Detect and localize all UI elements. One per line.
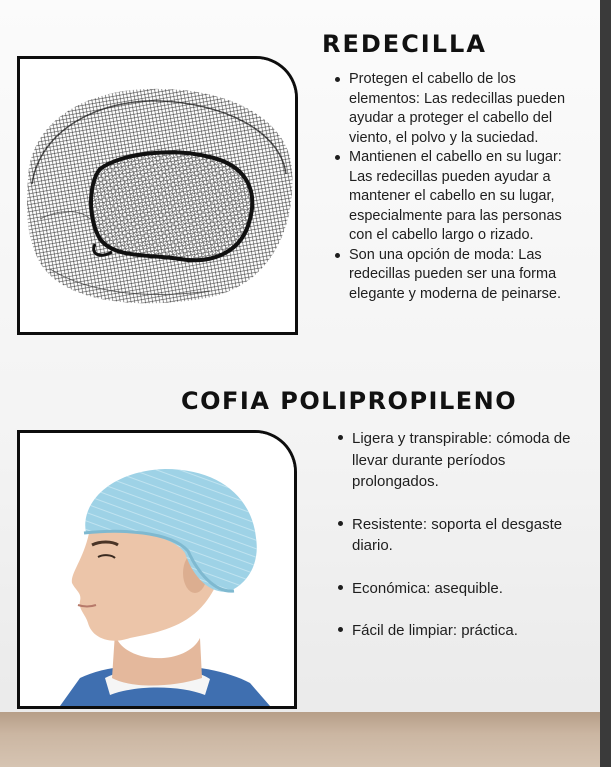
hairnet-illustration [20,59,295,332]
section-title-redecilla: REDECILLA [322,30,487,58]
floor-background [0,712,600,767]
cofia-benefits-list [338,428,583,663]
hairnet-image [17,56,298,335]
list-item: Protegen el cabello de los elementos: Las redecillas pueden ayudar a proteger el cabello del viento, el polvo y la suciedad. [335,70,585,148]
list-item: Económica: asequible. [338,578,583,600]
right-edge-bar [600,0,611,767]
list-item: Resistente: soporta el desgaste diario. [338,514,583,557]
list-item: Son una opción de moda: Las redecillas pueden ser una forma elegante y moderna de peinarse. [335,246,585,305]
list-item: Mantienen el cabello en su lugar: Las redecillas pueden ayudar a mantener el cabello en su lugar, especialmente para las personas con el cabello largo o rizado. [335,148,585,246]
redecilla-benefits-list [335,70,585,304]
cap-person-image [17,430,297,709]
person-with-cap-illustration [20,433,294,706]
section-title-cofia: COFIA POLIPROPILENO [181,387,518,415]
list-item: Ligera y transpirable: cómoda de llevar durante períodos prolongados. [338,428,583,493]
list-item: Fácil de limpiar: práctica. [338,620,583,642]
